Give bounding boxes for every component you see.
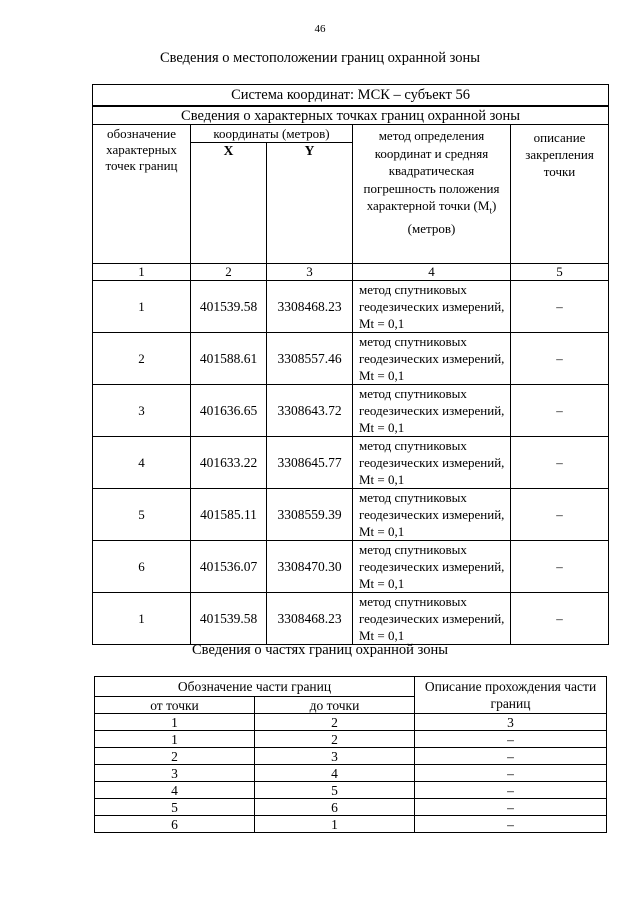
table-row (95, 765, 607, 782)
method-text: метод спутниковых геодезических измерений, Mt = 0,1 (353, 541, 511, 593)
fixing-text: – (511, 281, 609, 333)
table-row (93, 333, 609, 385)
part-description: – (415, 731, 607, 748)
to-point: 4 (255, 765, 415, 782)
to-point: 2 (255, 731, 415, 748)
fixing-text: – (511, 385, 609, 437)
column-numbers-row (93, 264, 609, 281)
table-row (95, 748, 607, 765)
part-description: – (415, 799, 607, 816)
to-point: 3 (255, 748, 415, 765)
method-text: метод спутниковых геодезических измерений, Mt = 0,1 (353, 489, 511, 541)
to-point: 5 (255, 782, 415, 799)
coord-x: 401633.22 (191, 437, 267, 489)
coordinates-table (92, 84, 609, 645)
from-point: 2 (95, 748, 255, 765)
header-part-designation: Обозначение части границ (95, 677, 415, 697)
coord-x: 401588.61 (191, 333, 267, 385)
coord-y: 3308468.23 (267, 281, 353, 333)
coord-y: 3308557.46 (267, 333, 353, 385)
from-point: 4 (95, 782, 255, 799)
table-row (95, 731, 607, 748)
method-text: метод спутниковых геодезических измерений, Mt = 0,1 (353, 437, 511, 489)
coord-y: 3308559.39 (267, 489, 353, 541)
to-point: 6 (255, 799, 415, 816)
table-row (95, 714, 607, 731)
part-description: – (415, 782, 607, 799)
fixing-text: – (511, 593, 609, 645)
coord-x: 401539.58 (191, 593, 267, 645)
part-description: – (415, 816, 607, 833)
point-number: 1 (93, 281, 191, 333)
header-x: X (191, 143, 267, 264)
boundary-parts-table (94, 676, 607, 833)
column-number: 5 (511, 264, 609, 281)
point-number: 1 (93, 593, 191, 645)
table-row (93, 593, 609, 645)
coord-x: 401536.07 (191, 541, 267, 593)
column-number: 1 (93, 264, 191, 281)
part-description: 3 (415, 714, 607, 731)
point-number: 5 (93, 489, 191, 541)
table-row (95, 782, 607, 799)
coordinate-system-label: Система координат: МСК – субъект 56 (93, 85, 609, 107)
page-number: 46 (314, 23, 326, 35)
header-y: Y (267, 143, 353, 264)
table-row (95, 816, 607, 833)
column-number: 3 (267, 264, 353, 281)
column-number: 2 (191, 264, 267, 281)
table-subtitle: Сведения о характерных точках границ охранной зоны (93, 106, 609, 125)
table-row (93, 385, 609, 437)
from-point: 6 (95, 816, 255, 833)
header-method: метод определения координат и средняя квадратическая погрешность положения характерной точки $(M_t)$ (метров) (353, 125, 511, 264)
table-row (93, 437, 609, 489)
part-description: – (415, 765, 607, 782)
coord-y: 3308470.30 (267, 541, 353, 593)
table-row (93, 281, 609, 333)
point-number: 3 (93, 385, 191, 437)
header-designation: обозначение характерных точек границ (93, 125, 191, 264)
to-point: 2 (255, 714, 415, 731)
coord-x: 401585.11 (191, 489, 267, 541)
method-text: метод спутниковых геодезических измерений, Mt = 0,1 (353, 281, 511, 333)
coord-x: 401636.65 (191, 385, 267, 437)
table-row (95, 799, 607, 816)
column-number: 4 (353, 264, 511, 281)
method-text: метод спутниковых геодезических измерений, Mt = 0,1 (353, 333, 511, 385)
coord-y: 3308468.23 (267, 593, 353, 645)
from-point: 3 (95, 765, 255, 782)
header-part-description: Описание прохождения части границ (415, 677, 607, 714)
from-point: 1 (95, 714, 255, 731)
point-number: 2 (93, 333, 191, 385)
header-from-point: от точки (95, 697, 255, 714)
method-text: метод спутниковых геодезических измерений, Mt = 0,1 (353, 593, 511, 645)
table-row (93, 489, 609, 541)
part-description: – (415, 748, 607, 765)
to-point: 1 (255, 816, 415, 833)
section-heading-boundaries: Сведения о местоположении границ охранной зоны (159, 50, 480, 66)
table-row (93, 541, 609, 593)
header-to-point: до точки (255, 697, 415, 714)
header-coordinates: координаты (метров) (191, 125, 353, 143)
coord-y: 3308645.77 (267, 437, 353, 489)
fixing-text: – (511, 489, 609, 541)
method-text: метод спутниковых геодезических измерений, Mt = 0,1 (353, 385, 511, 437)
from-point: 1 (95, 731, 255, 748)
fixing-text: – (511, 541, 609, 593)
point-number: 4 (93, 437, 191, 489)
fixing-text: – (511, 437, 609, 489)
from-point: 5 (95, 799, 255, 816)
point-number: 6 (93, 541, 191, 593)
fixing-text: – (511, 333, 609, 385)
coord-x: 401539.58 (191, 281, 267, 333)
header-fixing: описание закрепления точки (511, 125, 609, 264)
coord-y: 3308643.72 (267, 385, 353, 437)
section-heading-parts: Сведения о частях границ охранной зоны (192, 642, 448, 658)
